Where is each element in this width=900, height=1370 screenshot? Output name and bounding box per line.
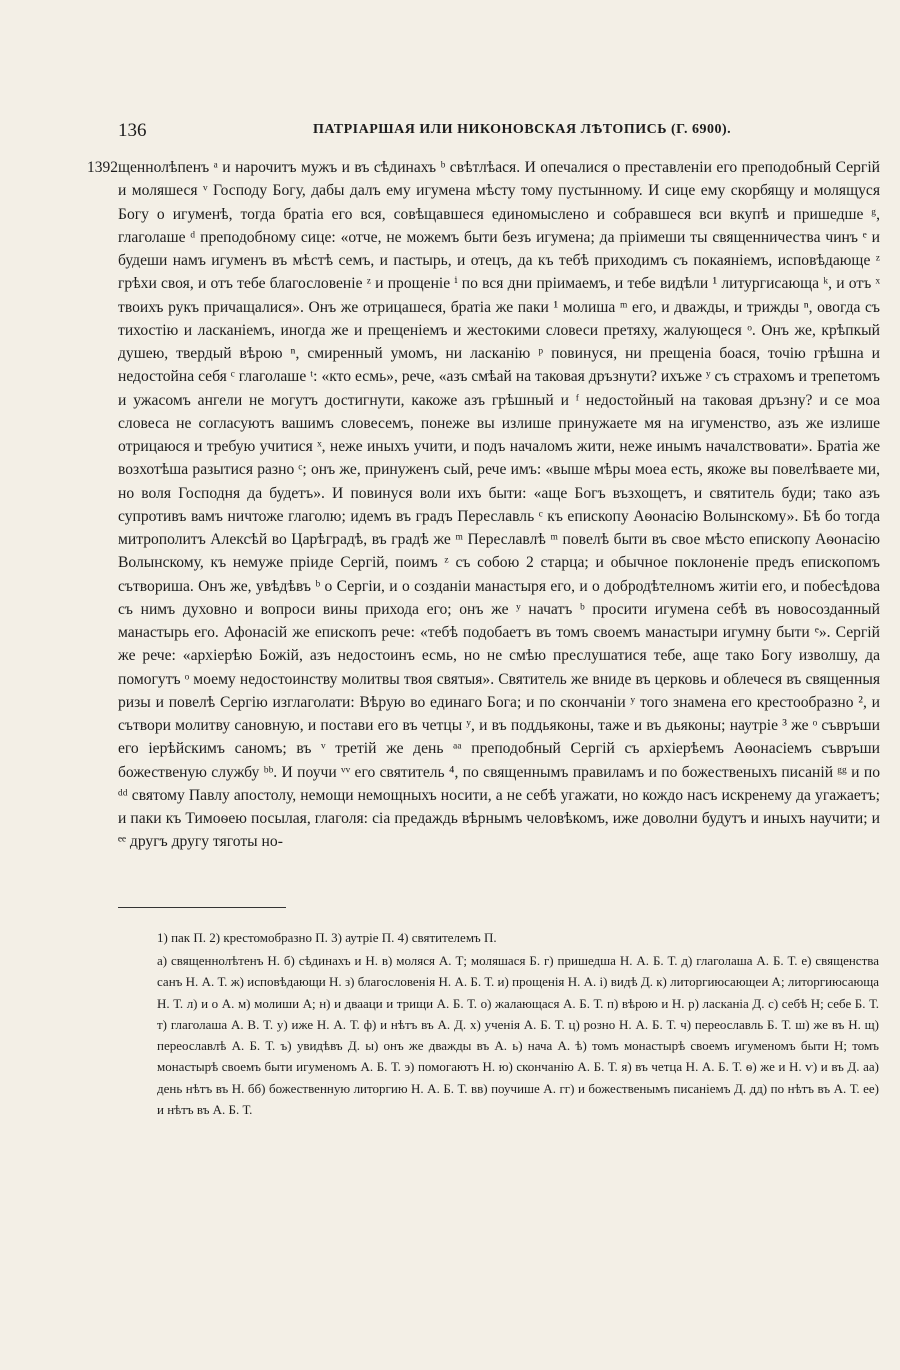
variant-footnotes <box>157 950 879 1120</box>
page-header <box>118 120 878 150</box>
running-title: ПАТРІАРШАЯ ИЛИ НИКОНОВСКАЯ ЛѢТОПИСЬ (Г. 6900). <box>313 122 732 137</box>
margin-year: 1392 <box>87 159 118 176</box>
main-text-block <box>118 156 880 854</box>
variant-footnotes-text: а) священнолѣтенъ Н. б) сѣдинахъ и Н. в) моляся А. Т; моляшася Б. г) пришедша Н. А. Б. Т. д) глаголаша А. Б. Т. е) священства санъ Н. А. Т. ж) исповѣдающи Н. з) благословенія Н. А. Б. Т. и) прощенія Н. А. і) видѣ Д. к) литоргиюсающеи А; литоргиюсающа Н. Т. л) и о А. м) молиши А; н) и двааци и трищи А. Б. Т. о) жалающася А. Б. Т. п) вѣрою и Н. р) ласканіа Д. с) себѣ Н; себе Б. Т. т) глаголаша А. В. Т. у) иже Н. А. Т. ф) и нѣтъ въ А. Д. х) ученія А. Б. Т. ц) розно Н. А. Б. Т. ч) переославль Б. Т. ш) же въ Н. щ) переославлѣ А. Б. Т. ъ) увидѣвъ Д. ы) онъ же дважды въ А. ь) нача А. ѣ) томъ монастырѣ своемъ игуменомъ быти Н; томъ монастырѣ своемъ быти игуменомъ А. Б. Т. э) помогаютъ Н. ю) скончанію А. Б. Т. я) въ четца Н. А. Б. Т. ѳ) же и Н. ѵ) и въ Д. аа) день нѣтъ въ Н. бб) божественную литоргию Н. А. Б. Т. вв) поучише А. гг) и божественымъ писаніемъ Д. дд) по нѣтъ въ А. Т. ее) и нѣтъ въ А. Б. Т. <box>157 953 879 1118</box>
footnote-divider <box>118 907 286 908</box>
numeric-footnotes: 1) пак П. 2) крестомобразно П. 3) аутріе П. 4) святителемъ П. <box>157 930 497 945</box>
main-paragraph: щеннолѣпенъ ᵃ и нарочитъ мужъ и въ сѣдинахъ ᵇ свѣтлѣася. И опечалися о преставленіи его преподобный Сергій и моляшеся ᵛ Господу Богу, дабы далъ ему игумена мѣсту тому пустынному. И сице ему скорбящу и молящуся Богу о игуменѣ, тогда братіа его вся, совѣщавшеся единомыслено и собравшеся вси вкупѣ и пришедше ᵍ, глаголаше ᵈ преподобному сице: «отче, не можемъ быти безъ игумена; да пріимеши ты священничества чинъ ᵉ и будеши намъ игуменъ въ мѣстѣ семъ, и пастырь, и отецъ, да къ тебѣ приходимъ съ покаяніемъ, исповѣдающе ᶻ грѣхи своя, и отъ тебе благословеніе ᶻ и прощеніе ⁱ по вся дни пріимаемъ, и тебе видѣли ¹ литургисающа ᵏ, и отъ ˣ твоихъ рукъ причащалися». Онъ же отрицашеся, братіа же паки ¹ молиша ᵐ его, и дважды, и трижды ⁿ, овогда съ тихостію и ласканіемъ, иногда же и прещеніемъ и жестокими словеси претяху, жалующеся ᵒ. Онъ же, крѣпкый душею, твердый вѣрою ⁿ, смиренный умомъ, ни ласканію ᵖ повинуся, ни прещеніа боася, точію грѣшна и недостойна себя ᶜ глаголаше ᵗ: «кто есмь», рече, «азъ смѣай на таковая дръзнути? ихъже ʸ съ страхомъ и трепетомъ и ужасомъ ангели не могутъ достигнути, какоже азъ грѣшный и ᶠ недостойный на таковая дръзну? и се моа словеса не согласуютъ вашимъ словесемъ, понеже вы излише принужаете мя на игуменство, азъ же излише отрицаюся и требую учитися ˣ, неже иныхъ учити, и подъ началомъ жити, неже инымъ началствовати». Братіа же возхотѣша разытися разно ᶜ; онъ же, принуженъ сый, рече имъ: «выше мѣры моеа есть, якоже вы повелѣваете ми, но воля Господня да будетъ». И повинуся воли ихъ быти: «аще Богъ възхощетъ, и святитель буди; тако азъ супротивъ вамъ ничтоже глаголю; идемъ въ градъ Переславль ᶜ къ епископу Аѳонасію Волынскому». Бѣ бо тогда митрополитъ Алексѣй во Царѣградѣ, въ градѣ же ᵐ Переславлѣ ᵐ повелѣ быти въ свое мѣсто епископу Аѳонасію Волынскому, къ немуже пріиде Сергій, поимъ ᶻ съ собою 2 старца; и обычное поклоненіе предъ епископомъ сътвориша. Онъ же, увѣдѣвъ ᵇ о Сергіи, и о созданіи манастыря его, и о добродѣтелномъ житіи его, и побесѣдова съ нимъ духовно и вопроси вины прихода его; онъ же ʸ начатъ ᵇ просити игумена себѣ въ новосозданный манастырь его. Афонасій же епископъ рече: «тебѣ подобаетъ въ томъ своемъ манастыри игумну быти ᵉ». Сергій же рече: «архіерѣю Божій, азъ недостоинъ есмь, но не смѣю преслушатися тебе, аще тако Богу изволшу, да помогутъ ᵒ моему недостоинству молитвы твоя святыя». Святитель же вниде въ церковь и облечеся въ священныя ризы и повелѣ Сергію изглаголати: Вѣрую во единаго Бога; и по скончаніи ʸ того знамена его крестообразно ², и сътвори молитву сановную, и постави его въ четцы ʸ, и въ поддьяконы, таже и въ дьяконы; наутріе ³ же ᵒ съвръши его іерѣйскимъ саномъ; въ ᵛ третій же день ᵃᵃ преподобный Сергій съ архіерѣемъ Аѳонасіемъ съвръши божественую службу ᵇᵇ. И поучи ᵛᵛ его святитель ⁴, по священнымъ правиламъ и по божественыхъ писаній ᵍᵍ и по ᵈᵈ святому Павлу апостолу, немощи немощныхъ носити, а не себѣ угажати, но кождо насъ искренему да угажаетъ; и паки къ Тимоѳею посылая, глаголя: сіа предаждь вѣрнымъ человѣкомъ, иже доволни будутъ и иныхъ научити; и ᵉᵉ другъ другу тяготы но- <box>118 159 880 851</box>
page-number: 136 <box>118 120 147 141</box>
